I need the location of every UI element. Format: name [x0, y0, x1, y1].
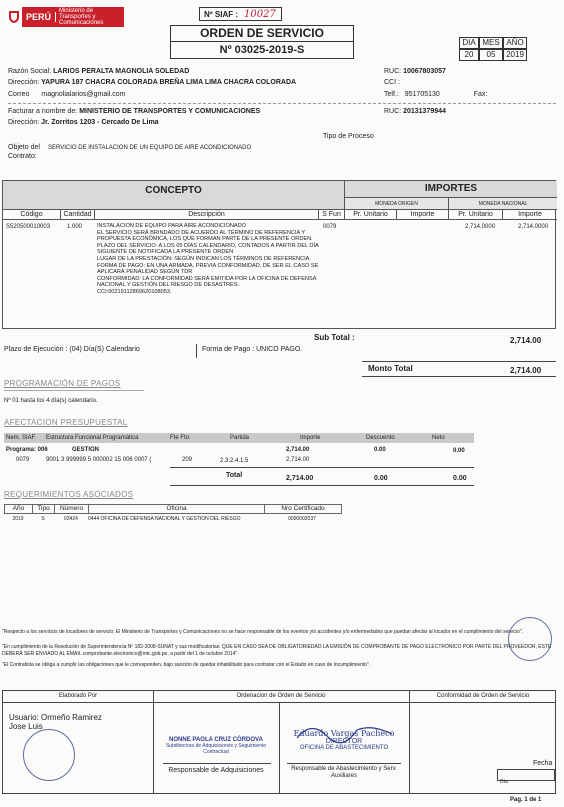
- col-partida: Partida: [230, 435, 250, 441]
- conformidad-seal: [508, 617, 552, 661]
- req-certificado: 0000002037: [288, 516, 316, 522]
- afectacion-estructura: 9001 3 999999 5 000002 15 006 0007 (: [46, 457, 152, 463]
- supplier-email-row: Correo magnolialarios@gmail.com: [8, 91, 126, 98]
- req-oficina: 0444 OFICINA DE DEFENSA NACIONAL Y GESTION DEL RIESGO: [88, 516, 241, 522]
- supplier-ruc-row: RUC: 10067803057: [384, 68, 446, 75]
- afectacion-fte: 209: [182, 457, 193, 463]
- col-sfun: S Fun: [319, 210, 345, 219]
- col-certificado: Nro Certificado: [281, 505, 325, 512]
- col-importe-origen: Importe: [397, 210, 449, 219]
- col-descripcion: Descripción: [95, 210, 319, 219]
- tipo-proceso: Tipo de Proceso: [323, 133, 374, 140]
- afectacion-partida: 2.3.2.4.1.5: [220, 458, 249, 464]
- razon-social-row: Razón Social: LARIOS PERALTA MAGNOLIA SOLEDAD: [8, 68, 190, 75]
- usuario: Usuario: Ormeño Ramirez Jose Luis: [9, 713, 102, 731]
- subtotal-value: 2,714.00: [510, 336, 542, 345]
- divider: [4, 390, 144, 391]
- supplier-email: magnolialarios@gmail.com: [41, 91, 126, 98]
- supplier-ruc: 10067803057: [403, 68, 446, 75]
- dia-label: Día: [500, 779, 508, 785]
- note-contratista: "El Contratista se obliga a cumplir las obligaciones que le corresponden, bajo sanción de quedar inhabilitado para contratar con el Estado en caso de incumplimiento".: [2, 662, 371, 668]
- afectacion-header: [4, 433, 474, 443]
- col-anio: Año: [5, 505, 33, 513]
- afectacion-total-descuento: 0.00: [374, 475, 388, 482]
- monto-total-label: Monto Total: [368, 364, 413, 373]
- afectacion-total-importe: 2,714.00: [286, 475, 314, 482]
- requerimientos-title: REQUERIMIENTOS ASOCIADOS: [4, 490, 134, 499]
- col-pu-nacional: Pr. Unitario: [449, 210, 503, 219]
- facturar-address-row: Dirección: Jr. Zorritos 1203 - Cercado De Lima: [8, 119, 159, 126]
- col-pu-origen: Pr. Unitario: [345, 210, 397, 219]
- req-tipo: S: [41, 516, 45, 522]
- supplier-address: YAPURA 187 CHACRA COLORADA BREÑA LIMA LIMA CHACRA COLORADA: [41, 79, 297, 86]
- resp-adquisiciones: Responsable de Adquisiciones: [168, 767, 264, 774]
- req-numero: 03424: [64, 516, 78, 522]
- supplier-phone-row: Telf.: 951705130 Fax:: [384, 91, 488, 98]
- programa-importe: 2,714.00: [286, 447, 310, 453]
- date-month: 05: [479, 49, 503, 61]
- programacion-text: Nº 01 hasta los 4 día(s) calendario.: [4, 398, 98, 404]
- logo-ministry: Ministerio de Transportes y Comunicaciones: [59, 8, 104, 26]
- signature-table: [2, 690, 556, 794]
- page-number: Pag. 1 de 1: [510, 797, 542, 803]
- siaf-value: 10027: [244, 8, 276, 20]
- razon-social: LARIOS PERALTA MAGNOLIA SOLEDAD: [53, 68, 190, 75]
- objeto-value: SERVICIO DE INSTALACION DE UN EQUIPO DE AIRE ACONDICIONADO: [48, 145, 252, 151]
- col-codigo: Código: [3, 210, 61, 219]
- elaborado-label: Elaborado Por: [58, 693, 98, 699]
- moneda-origen-header: MONEDA ORIGEN: [345, 197, 449, 209]
- divider: [170, 485, 474, 486]
- stamp1-name: NONNE PAOLA CRUZ CÓRDOVA: [169, 737, 263, 743]
- date-header-day: DIA: [459, 37, 479, 49]
- requerimientos-header: [4, 504, 342, 514]
- col-tipo: Tipo: [33, 505, 55, 513]
- siaf-label: Nº SIAF :: [204, 9, 239, 19]
- col-cantidad: Cantidad: [61, 210, 95, 219]
- programacion-title: PROGRAMACIÓN DE PAGOS: [4, 379, 121, 388]
- programa-neto: 0.00: [453, 448, 465, 454]
- divider: [170, 467, 474, 468]
- afectacion-title: AFECTACION PRESUPUESTAL: [4, 418, 128, 427]
- programa-name: GESTION: [72, 447, 100, 453]
- stamp2-name: Eduardo Vargas Pacheco: [293, 729, 395, 738]
- facturar-address: Jr. Zorritos 1203 - Cercado De Lima: [41, 119, 159, 126]
- importes-header: IMPORTES: [345, 181, 557, 197]
- row-importe-nacional: 2,714.0000: [518, 224, 549, 230]
- col-nem-siaf: Nem. SIAF: [6, 435, 36, 441]
- fecha-label: Fecha: [533, 760, 553, 767]
- divider: [163, 763, 271, 764]
- monto-total-value: 2,714.00: [510, 366, 542, 375]
- divider: [8, 103, 556, 104]
- date-day: 20: [459, 49, 479, 61]
- date-header-year: AÑO: [503, 37, 527, 49]
- row-cantidad: 1.000: [67, 224, 83, 230]
- afectacion-total-label: Total: [226, 472, 243, 479]
- stamp1-role: Subdirectora de Adquisiciones y Seguimiento Contractual: [165, 743, 267, 755]
- plazo-ejecucion: Plazo de Ejecución : (04) Día(S) Calendario: [4, 346, 140, 353]
- date-box: [459, 37, 527, 61]
- req-anio: 2019: [12, 516, 24, 522]
- fecha-box: [497, 769, 555, 785]
- col-neto: Neto: [432, 435, 445, 441]
- divider: [279, 702, 280, 793]
- col-descuento: Descuento: [366, 435, 395, 441]
- divider: [362, 361, 556, 362]
- date-header-month: MES: [479, 37, 503, 49]
- ordenacion-label: Ordenacion de Orden de Servicio: [236, 693, 326, 699]
- coat-of-arms-icon: [6, 7, 22, 27]
- afectacion-importe: 2,714.00: [286, 457, 310, 463]
- row-codigo: S520500010003: [6, 224, 51, 230]
- usuario-seal: [23, 729, 75, 781]
- col-oficina: Oficina: [89, 505, 265, 513]
- siaf-box: [199, 7, 282, 21]
- facturar-name: MINISTERIO DE TRANSPORTES Y COMUNICACIONES: [79, 108, 261, 115]
- signature-scribble: [292, 718, 402, 748]
- col-importe-nacional: Importe: [518, 211, 542, 218]
- row-descripcion: INSTALACION DE EQUIPO PARA AIRE ACONDICIONADO EL SERVICIO SERÁ BRINDADO DE ACUERDO AL TÉRMINO DE REFERENCIA Y PROPUESTA ECONÓMICA, LOS QUE FORMAN PARTE DE LA PRESENTE ORDEN. PLAZO DEL SERVICIO: A LOS 05 DÍAS CALENDARIO, CONTADOS A PARTIR DEL DÍA SIGUIENTE DE NOTIFICADA LA PRESENTE ORDEN LUGAR DE LA PRESTACIÓN: SEGÚN INDICAN LOS TÉRMINOS DE REFERENCIA. FORMA DE PAGO: EN UNA ARMADA, PREVIA CONFORMIDAD. DE SER EL CASO SE APLICARÁ PENALIDAD SEGÚN TDR CONFORMIDAD: LA CONFORMIDAD SERÁ EMITIDA POR LA OFICINA DE DEFENSA NACIONAL Y GESTIÓN DEL RIESGO DE DESASTRES. CCI:00219112869620108053.: [97, 223, 319, 295]
- divider: [362, 376, 556, 377]
- stamp-adquisiciones: [155, 737, 277, 755]
- concepto-table: [2, 180, 556, 329]
- ministry-logo: [6, 7, 124, 27]
- moneda-nacional-header: MONEDA NACIONAL: [449, 197, 557, 209]
- stamp2-office: OFICINA DE ABASTECIMIENTO: [299, 745, 389, 751]
- col-estructura: Estructura Funcional Programática: [46, 435, 139, 441]
- stamp2-role: DIRECTOR: [325, 738, 363, 745]
- page-title: ORDEN DE SERVICIO: [171, 26, 353, 42]
- title-box: [170, 25, 354, 59]
- order-number: Nº 03025-2019-S: [219, 44, 305, 56]
- divider: [409, 691, 410, 793]
- supplier-phone: 951705130: [404, 91, 440, 98]
- afectacion-nem: 0079: [16, 457, 30, 463]
- forma-pago: Forma de Pago : UNICO PAGO.: [202, 346, 303, 353]
- facturar-row: Facturar a nombre de: MINISTERIO DE TRANSPORTES Y COMUNICACIONES: [8, 108, 261, 115]
- supplier-address-row: Dirección: YAPURA 187 CHACRA COLORADA BREÑA LIMA LIMA CHACRA COLORADA: [8, 79, 297, 86]
- divider: [153, 691, 154, 793]
- divider: [196, 344, 197, 358]
- afectacion-total-neto: 0.00: [453, 475, 467, 482]
- facturar-ruc: 20131379944: [403, 108, 446, 115]
- supplier-cci-row: CCI :: [384, 79, 400, 86]
- note-sunat: "En cumplimiento de la Resolución de Superintendencia Nº 182-2008-SUNAT y sus modificatorias: QUE EN CASO SEA DE OBLIGATORIEDAD LA EMISIÓN DE COMPROBANTE DE PAGO ELECTRÓNICO POR PARTE DEL PROVEEDOR, ESTE DEBERÁ SER ENVIADO AL EMAIL comprobante.electronico@mtc.gob.pe, a partir del 1 de octubre 2014".: [2, 644, 552, 657]
- logo-country: PERÚ: [22, 12, 56, 22]
- date-year: 2019: [503, 49, 527, 61]
- note-locadores: "Respecto a los servicios de locadores de servicio: El Ministerio de Transportes y Comunicaciones no se hace responsable de los eventos y/o accidentes y/o enfermedades que puedan afectar al locador en el cumplimiento del servicio".: [2, 629, 524, 635]
- col-importe: Importe: [300, 435, 321, 441]
- conformidad-label: Conformidad de Orden de Servicio: [436, 693, 530, 699]
- concepto-header: CONCEPTO: [3, 181, 345, 209]
- column-headers: [3, 209, 557, 220]
- resp-abastecimiento: Responsable de Abastecimiento y Serv. Auxiliares: [291, 766, 397, 779]
- row-pu-nacional: 2,714.0000: [465, 224, 496, 230]
- col-fte: Fte Fto.: [170, 435, 191, 441]
- row-sfun: 0079: [323, 224, 337, 230]
- requerimientos-row: [4, 516, 342, 522]
- subtotal-label: Sub Total :: [314, 333, 355, 342]
- objeto-label: Objeto del Contrato:: [8, 144, 40, 160]
- programa-descuento: 0.00: [374, 447, 386, 453]
- programa-label: Programa: 006: [6, 447, 48, 453]
- col-numero: Número: [55, 505, 89, 513]
- facturar-ruc-row: RUC: 20131379944: [384, 108, 446, 115]
- divider: [287, 763, 401, 764]
